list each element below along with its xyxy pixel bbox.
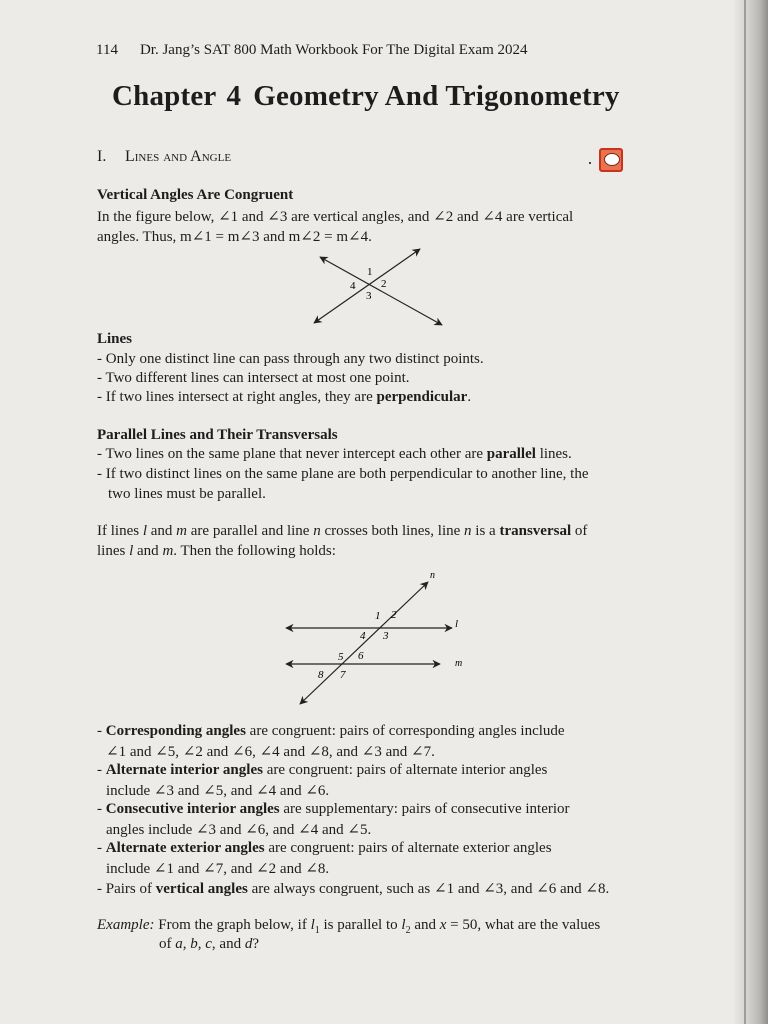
- parallel-item-2-line-1: - If two distinct lines on the same plane are both perpendicular to another line, the: [97, 466, 589, 482]
- vertical-pairs-post: are always congruent, such as ∠1 and ∠3, and ∠6 and ∠8.: [247, 881, 610, 897]
- label-angle-4: 4: [360, 630, 366, 642]
- angle-label-3: 3: [366, 290, 372, 302]
- t-s1: If lines: [97, 523, 143, 539]
- property-1-term: Corresponding angles: [105, 723, 246, 739]
- chapter-prefix: Chapter: [112, 80, 217, 112]
- ex-t4: = 50, what are the values: [446, 917, 601, 933]
- label-angle-5: 5: [338, 651, 344, 663]
- ex2-end: ?: [252, 936, 260, 952]
- page-edge-shadow: [734, 0, 768, 1024]
- property-4-line-1: - Alternate exterior angles are congruent: pairs of alternate exterior angles: [97, 840, 552, 856]
- lines-item-3-end: .: [467, 389, 472, 405]
- angle-label-2: 2: [381, 278, 387, 290]
- t2-m: m: [162, 543, 174, 559]
- t-l: l: [142, 523, 147, 539]
- var-d: d: [244, 936, 253, 952]
- vertical-pairs-line: [97, 879, 609, 898]
- label-m: m: [455, 658, 463, 669]
- t-s4: crosses both lines, line: [320, 523, 465, 539]
- var-c: c: [205, 936, 212, 952]
- vertical-pairs-pre: - Pairs of: [97, 881, 156, 897]
- t-s2: and: [147, 523, 177, 539]
- lines-item-3: [97, 389, 471, 406]
- ex2-a: of: [159, 936, 176, 952]
- angle-label-1: 1: [367, 266, 373, 278]
- parallel-term: parallel: [486, 446, 536, 462]
- running-header: [96, 42, 528, 59]
- parallel-item-2-line-2: two lines must be parallel.: [108, 486, 266, 502]
- vertical-text-1: In the figure below, ∠1 and ∠3 are vertical angles, and ∠2 and ∠4 are vertical: [97, 209, 574, 225]
- t-s3: are parallel and line: [187, 523, 314, 539]
- label-n: n: [430, 570, 435, 581]
- ex-t2: is parallel to: [319, 917, 402, 933]
- t-n: n: [313, 523, 321, 539]
- t2-c: . Then the following holds:: [173, 543, 336, 559]
- line-a: [314, 249, 420, 323]
- perpendicular-term: perpendicular: [376, 389, 468, 405]
- transversal-figure: [280, 566, 480, 711]
- angle-label-4: 4: [350, 280, 356, 292]
- property-2-line-2: include ∠3 and ∠5, and ∠4 and ∠6.: [106, 783, 330, 799]
- label-angle-2: 2: [391, 609, 397, 621]
- t-m: m: [176, 523, 188, 539]
- property-3-line-2: angles include ∠3 and ∠6, and ∠4 and ∠5.: [106, 822, 372, 838]
- transversal-term: transversal: [499, 523, 572, 539]
- t-n2: n: [464, 523, 472, 539]
- book-title: Dr. Jang’s SAT 800 Math Workbook For The Digital Exam 2024: [139, 42, 528, 58]
- transversal-text-2: [97, 543, 336, 560]
- property-4-term: Alternate exterior angles: [105, 840, 265, 856]
- t2-b: and: [133, 543, 163, 559]
- label-angle-8: 8: [318, 669, 324, 681]
- label-angle-7: 7: [340, 669, 346, 681]
- property-3-text: are supplementary: pairs of consecutive interior: [279, 801, 570, 817]
- property-2-line-1: - Alternate interior angles are congruent: pairs of alternate interior angles: [97, 762, 548, 778]
- label-angle-1: 1: [375, 610, 381, 622]
- ex-l2: l: [401, 917, 406, 933]
- chapter-title: [112, 80, 620, 113]
- ex-sub2: 2: [405, 925, 411, 936]
- t-s5: is a: [471, 523, 500, 539]
- lines-item-1: - Only one distinct line can pass through any two distinct points.: [97, 351, 484, 367]
- var-b: b: [190, 936, 198, 952]
- ex2-c1: ,: [182, 936, 191, 952]
- line-b: [320, 257, 442, 325]
- property-1-line-2: ∠1 and ∠5, ∠2 and ∠6, ∠4 and ∠8, and ∠3 and ∠7.: [106, 744, 435, 760]
- chapter-name: Geometry And Trigonometry: [253, 80, 620, 112]
- ex-x: x: [439, 917, 447, 933]
- t2-l: l: [129, 543, 134, 559]
- property-1-text: are congruent: pairs of corresponding angles include: [245, 723, 565, 739]
- label-l: l: [455, 618, 459, 630]
- section-heading: [97, 148, 231, 166]
- example-line-1: [97, 917, 600, 936]
- property-4-text: are congruent: pairs of alternate exterior angles: [264, 840, 552, 856]
- vertical-angles-figure: [300, 245, 460, 333]
- ex-l1: l: [310, 917, 315, 933]
- property-3-term: Consecutive interior angles: [105, 801, 280, 817]
- ex2-c3: , and: [211, 936, 245, 952]
- section-roman: I.: [97, 148, 107, 165]
- vertical-text-2: angles. Thus, m∠1 = m∠3 and m∠2 = m∠4.: [97, 229, 372, 245]
- lines-item-2: - Two different lines can intersect at most one point.: [97, 370, 410, 386]
- label-angle-6: 6: [358, 650, 364, 662]
- comment-icon[interactable]: [599, 148, 623, 172]
- page-edge-line: [744, 0, 746, 1024]
- property-2-term: Alternate interior angles: [105, 762, 263, 778]
- ex2-c2: ,: [197, 936, 206, 952]
- speck: [589, 162, 591, 164]
- chapter-number: 4: [226, 80, 242, 112]
- t-s6: of: [571, 523, 588, 539]
- property-3-line-1: - Consecutive interior angles are supplementary: pairs of consecutive interior: [97, 801, 570, 817]
- example-label: Example:: [97, 917, 155, 933]
- section-title: Lines and Angle: [125, 148, 232, 165]
- parallel-heading: Parallel Lines and Their Transversals: [97, 427, 338, 443]
- line-n: [300, 582, 428, 704]
- label-angle-3: 3: [383, 630, 389, 642]
- ex-t1: From the graph below, if: [154, 917, 311, 933]
- lines-heading: Lines: [97, 331, 133, 347]
- parallel-item-1-text: - Two lines on the same plane that never intercept each other are: [97, 446, 487, 462]
- property-4-line-2: include ∠1 and ∠7, and ∠2 and ∠8.: [106, 861, 330, 877]
- lines-item-3-text: - If two lines intersect at right angles, they are: [97, 389, 377, 405]
- var-a: a: [175, 936, 183, 952]
- t2-a: lines: [97, 543, 130, 559]
- parallel-item-1: [97, 446, 572, 463]
- page-number: 114: [96, 42, 118, 58]
- ex-sub1: 1: [314, 925, 320, 936]
- vertical-angles-term: vertical angles: [155, 881, 248, 897]
- vertical-angles-heading: Vertical Angles Are Congruent: [97, 187, 294, 203]
- property-1-line-1: - Corresponding angles are congruent: pairs of corresponding angles include: [97, 723, 565, 739]
- ex-t3: and: [410, 917, 440, 933]
- example-line-2: [159, 936, 259, 953]
- property-2-text: are congruent: pairs of alternate interior angles: [262, 762, 548, 778]
- transversal-text-1: [97, 523, 587, 540]
- parallel-item-1-end: lines.: [535, 446, 572, 462]
